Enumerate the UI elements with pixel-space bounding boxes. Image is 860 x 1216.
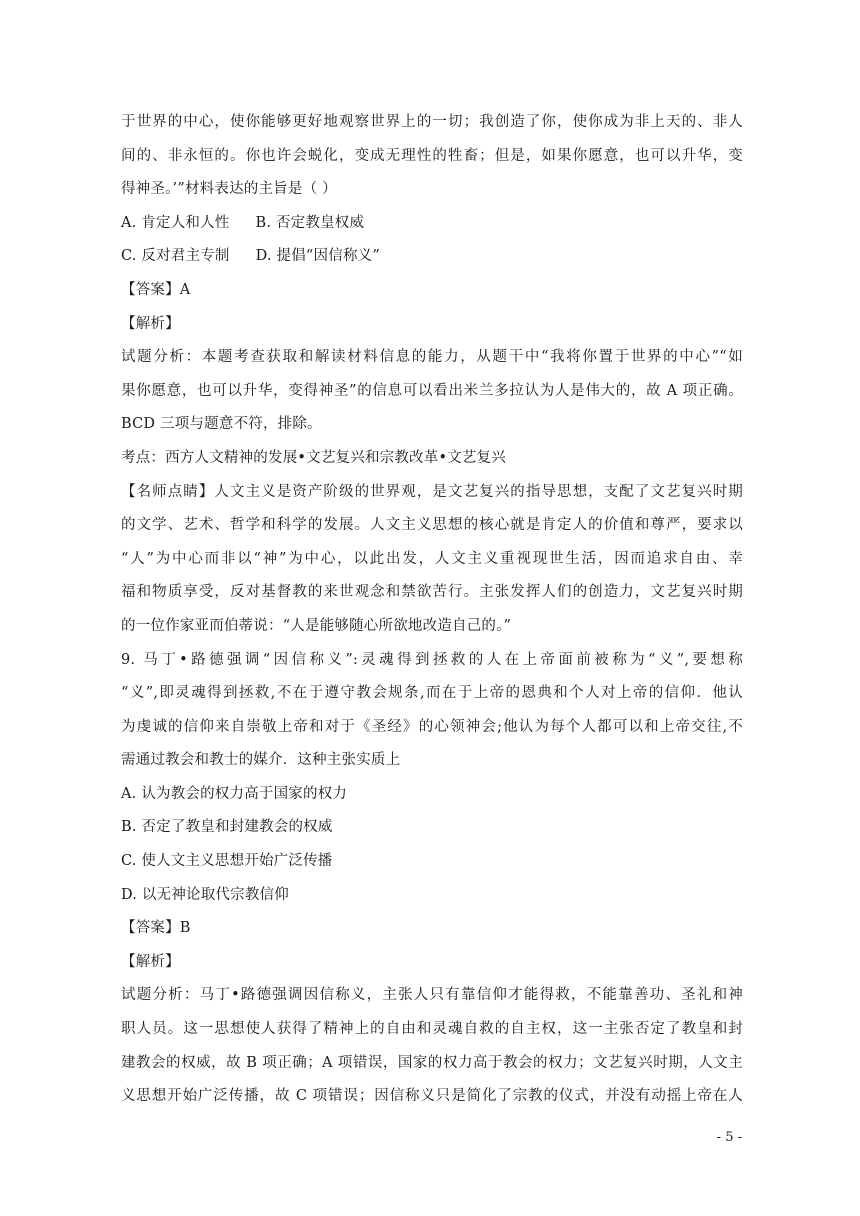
q8-answer: 【答案】A [121,281,191,298]
q8-option-c: C. 反对君主专制 [121,248,230,265]
page-number: - 5 - [716,1130,742,1145]
q8-analysis-line-2: 果你愿意，也可以升华，变得神圣”的信息可以看出米兰多拉认为人是伟大的，故 A 项正确。 [121,382,743,399]
q8-stem-line-2: 间的、非永恒的。你也许会蜕化，变成无理性的牲畜；但是，如果你愿意，也可以升华，变 [121,147,743,164]
q8-tips-line-3: “人”为中心而非以“神”为中心，以此出发，人文主义重视现世生活，因而追求自由、幸 [121,550,743,567]
q9-analysis-line-3: 建教会的权威，故 B 项正确；A 项错误，国家的权力高于教会的权力；文艺复兴时期，人文主 [121,1054,743,1071]
q8-stem-line-1: 于世界的中心，使你能够更好地观察世界上的一切；我创造了你，使你成为非上天的、非人 [121,114,743,130]
q9-stem-line-1: 9. 马丁•路德强调“因信称义”:灵魂得到拯救的人在上帝面前被称为“义”,要想称 [121,651,743,668]
q9-answer: 【答案】B [121,920,191,937]
q9-option-b: B. 否定了教皇和封建教会的权威 [121,819,333,836]
q9-stem-line-3: 为虔诚的信仰来自崇敬上帝和对于《圣经》的心领神会;他认为每个人都可以和上帝交往,不 [121,718,743,735]
q8-options-row-1 [121,207,743,241]
q8-tips-line-4: 福和物质享受，反对基督教的来世观念和禁欲苦行。主张发挥人们的创造力，文艺复兴时期 [121,584,743,601]
q9-option-d: D. 以无神论取代宗教信仰 [121,886,289,903]
q8-stem-line-3: 得神圣。’”材料表达的主旨是（ ） [121,181,337,198]
q8-option-d: D. 提倡“因信称义” [255,248,380,265]
q9-analysis-heading: 【解析】 [121,953,180,970]
q8-analysis-line-1: 试题分析：本题考查获取和解读材料信息的能力，从题干中“我将你置于世界的中心”“如 [121,349,743,366]
q8-kaodian: 考点：西方人文精神的发展•文艺复兴和宗教改革•文艺复兴 [121,449,507,466]
q8-tips-line-5: 的一位作家亚而伯蒂说：“人是能够随心所欲地改造自己的。” [121,617,512,634]
q9-analysis-line-2: 职人员。这一思想使人获得了精神上的自由和灵魂自救的自主权，这一主张否定了教皇和封 [121,1021,743,1038]
q8-tips-line-1: 【名师点睛】人文主义是资产阶级的世界观，是文艺复兴的指导思想，支配了文艺复兴时期 [121,483,743,500]
q9-stem-line-4: 需通过教会和教士的媒介．这种主张实质上 [121,752,401,769]
q9-option-a: A. 认为教会的权力高于国家的权力 [121,785,348,802]
q8-option-a: A. 肯定人和人性 [121,214,230,231]
q9-stem-line-2: “义”,即灵魂得到拯救,不在于遵守教会规条,而在于上帝的恩典和个人对上帝的信仰．他认 [121,685,743,702]
q9-analysis-line-1: 试题分析：马丁•路德强调因信称义，主张人只有靠信仰才能得救，不能靠善功、圣礼和神 [121,987,743,1004]
q8-option-b: B. 否定教皇权威 [255,214,365,231]
q9-option-c: C. 使人文主义思想开始广泛传播 [121,853,333,870]
page-content [121,106,743,1114]
q8-tips-line-2: 的文学、艺术、哲学和科学的发展。人文主义思想的核心就是肯定人的价值和尊严，要求以 [121,517,743,534]
q8-analysis-heading: 【解析】 [121,315,180,332]
q8-options-row-2 [121,240,743,274]
q8-analysis-line-3: BCD 三项与题意不符，排除。 [121,416,322,433]
q9-analysis-line-4: 义思想开始广泛传播，故 C 项错误；因信称义只是简化了宗教的仪式，并没有动摇上帝在人 [121,1088,743,1105]
